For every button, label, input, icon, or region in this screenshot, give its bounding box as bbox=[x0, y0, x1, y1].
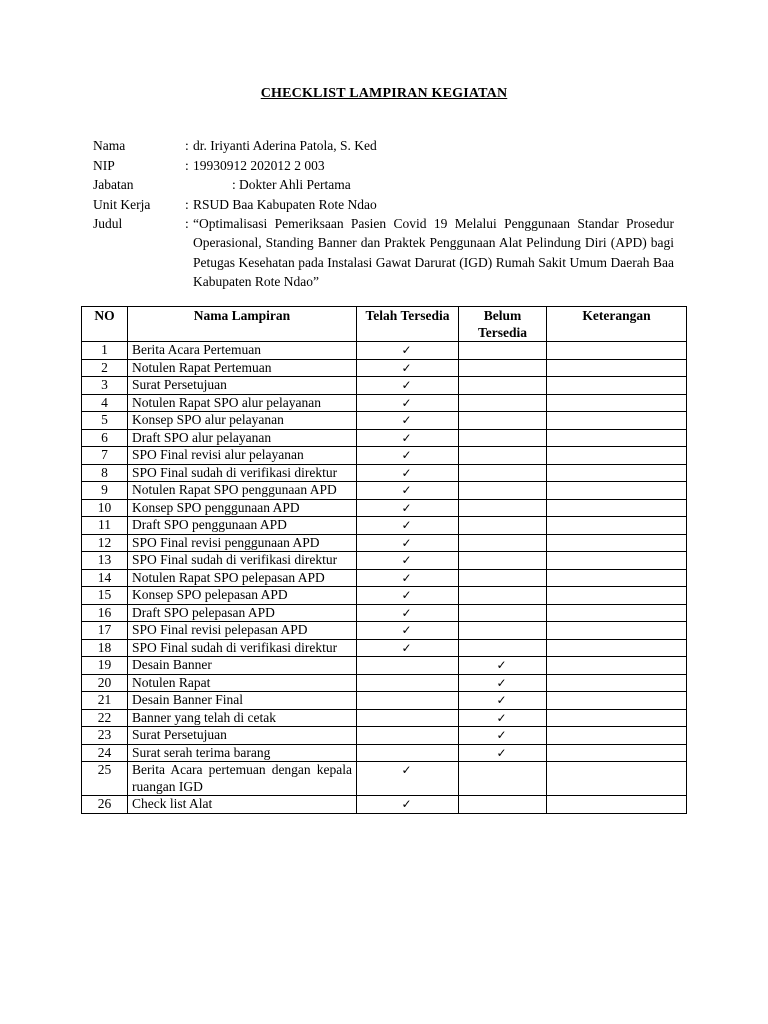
row-name: SPO Final revisi penggunaan APD bbox=[128, 534, 357, 552]
table-row bbox=[82, 464, 687, 482]
cell-telah-tersedia bbox=[357, 482, 459, 500]
cell-belum-tersedia bbox=[459, 639, 547, 657]
table-row bbox=[82, 587, 687, 605]
row-number: 20 bbox=[82, 674, 128, 692]
row-name: Notulen Rapat bbox=[128, 674, 357, 692]
document-title: CHECKLIST LAMPIRAN KEGIATAN bbox=[260, 86, 508, 101]
row-name: Banner yang telah di cetak bbox=[128, 709, 357, 727]
cell-keterangan bbox=[547, 394, 687, 412]
row-number: 4 bbox=[82, 394, 128, 412]
table-row bbox=[82, 534, 687, 552]
cell-belum-tersedia bbox=[459, 587, 547, 605]
cell-telah-tersedia bbox=[357, 429, 459, 447]
row-number: 19 bbox=[82, 657, 128, 675]
table-row bbox=[82, 359, 687, 377]
check-mark-icon: ✓ bbox=[401, 535, 412, 550]
table-row bbox=[82, 639, 687, 657]
row-number: 11 bbox=[82, 517, 128, 535]
info-row-nama bbox=[93, 136, 677, 156]
row-number: 18 bbox=[82, 639, 128, 657]
cell-belum-tersedia bbox=[459, 604, 547, 622]
cell-telah-tersedia bbox=[357, 762, 459, 796]
row-name: Notulen Rapat SPO alur pelayanan bbox=[128, 394, 357, 412]
cell-keterangan bbox=[547, 377, 687, 395]
cell-belum-tersedia bbox=[459, 429, 547, 447]
cell-telah-tersedia bbox=[357, 394, 459, 412]
cell-telah-tersedia bbox=[357, 622, 459, 640]
table-row bbox=[82, 394, 687, 412]
info-colon: : bbox=[185, 216, 189, 231]
cell-telah-tersedia bbox=[357, 744, 459, 762]
cell-belum-tersedia bbox=[459, 534, 547, 552]
row-number: 17 bbox=[82, 622, 128, 640]
cell-keterangan bbox=[547, 692, 687, 710]
row-number: 14 bbox=[82, 569, 128, 587]
row-number: 9 bbox=[82, 482, 128, 500]
check-mark-icon: ✓ bbox=[401, 483, 412, 497]
cell-belum-tersedia bbox=[459, 412, 547, 430]
check-mark-icon: ✓ bbox=[496, 693, 507, 707]
row-name: Desain Banner bbox=[128, 657, 357, 675]
cell-keterangan bbox=[547, 499, 687, 517]
cell-keterangan bbox=[547, 517, 687, 535]
info-label: Jabatan bbox=[93, 177, 134, 192]
table-row bbox=[82, 622, 687, 640]
row-name: Konsep SPO penggunaan APD bbox=[128, 499, 357, 517]
table-row bbox=[82, 412, 687, 430]
cell-keterangan bbox=[547, 447, 687, 465]
header-belum-tersedia: Belum Tersedia bbox=[459, 307, 547, 342]
cell-keterangan bbox=[547, 639, 687, 657]
table-row bbox=[82, 796, 687, 814]
cell-keterangan bbox=[547, 709, 687, 727]
cell-telah-tersedia bbox=[357, 796, 459, 814]
cell-keterangan bbox=[547, 604, 687, 622]
row-number: 3 bbox=[82, 377, 128, 395]
check-mark-icon: ✓ bbox=[401, 518, 412, 532]
cell-telah-tersedia bbox=[357, 342, 459, 360]
info-label: NIP bbox=[93, 157, 115, 173]
cell-belum-tersedia bbox=[459, 342, 547, 360]
cell-keterangan bbox=[547, 762, 687, 796]
row-number: 10 bbox=[82, 499, 128, 517]
check-mark-icon: ✓ bbox=[496, 675, 507, 690]
table-row bbox=[82, 342, 687, 360]
row-name: Berita Acara Pertemuan bbox=[128, 342, 357, 360]
check-mark-icon: ✓ bbox=[401, 343, 412, 357]
check-mark-icon: ✓ bbox=[401, 763, 412, 777]
table-row bbox=[82, 727, 687, 745]
cell-keterangan bbox=[547, 429, 687, 447]
row-name: SPO Final sudah di verifikasi direktur bbox=[128, 552, 357, 570]
check-mark-icon: ✓ bbox=[401, 570, 412, 585]
row-name: Surat Persetujuan bbox=[128, 727, 357, 745]
check-mark-icon: ✓ bbox=[401, 623, 412, 637]
row-number: 7 bbox=[82, 447, 128, 465]
cell-telah-tersedia bbox=[357, 359, 459, 377]
row-name: Check list Alat bbox=[128, 796, 357, 814]
info-colon: : bbox=[185, 157, 189, 173]
cell-belum-tersedia bbox=[459, 447, 547, 465]
check-mark-icon: ✓ bbox=[496, 745, 507, 760]
cell-belum-tersedia bbox=[459, 727, 547, 745]
row-name: Desain Banner Final bbox=[128, 692, 357, 710]
info-row-nip bbox=[93, 156, 677, 176]
cell-keterangan bbox=[547, 482, 687, 500]
cell-telah-tersedia bbox=[357, 534, 459, 552]
cell-telah-tersedia bbox=[357, 569, 459, 587]
info-value-judul: “Optimalisasi Pemeriksaan Pasien Covid 19 Melalui Penggunaan Standar Prosedur Operasional, Standing Banner dan Praktek Penggunaan Alat Pelindung Diri (APD) bagi Petugas Kesehatan pada Instalasi Gawat Darurat (IGD) Rumah Sakit Umum Daerah Baa Kabupaten Rote Ndao” bbox=[193, 216, 674, 289]
cell-belum-tersedia bbox=[459, 394, 547, 412]
row-number: 1 bbox=[82, 342, 128, 360]
info-label: Judul bbox=[93, 216, 123, 231]
check-mark-icon: ✓ bbox=[401, 553, 412, 567]
table-row bbox=[82, 744, 687, 762]
cell-telah-tersedia bbox=[357, 447, 459, 465]
cell-belum-tersedia bbox=[459, 569, 547, 587]
info-label: Nama bbox=[93, 138, 126, 153]
row-number: 6 bbox=[82, 429, 128, 447]
cell-telah-tersedia bbox=[357, 674, 459, 692]
cell-telah-tersedia bbox=[357, 587, 459, 605]
cell-keterangan bbox=[547, 587, 687, 605]
cell-telah-tersedia bbox=[357, 552, 459, 570]
table-row bbox=[82, 552, 687, 570]
header-no: NO bbox=[82, 307, 128, 342]
row-name: Konsep SPO alur pelayanan bbox=[128, 412, 357, 430]
row-number: 2 bbox=[82, 359, 128, 377]
cell-keterangan bbox=[547, 657, 687, 675]
info-colon: : bbox=[185, 196, 189, 212]
check-mark-icon: ✓ bbox=[401, 395, 412, 410]
cell-telah-tersedia bbox=[357, 499, 459, 517]
row-name: Notulen Rapat SPO pelepasan APD bbox=[128, 569, 357, 587]
cell-telah-tersedia bbox=[357, 639, 459, 657]
checklist-body bbox=[82, 342, 687, 814]
row-number: 5 bbox=[82, 412, 128, 430]
table-row bbox=[82, 482, 687, 500]
cell-belum-tersedia bbox=[459, 552, 547, 570]
row-number: 23 bbox=[82, 727, 128, 745]
cell-telah-tersedia bbox=[357, 727, 459, 745]
check-mark-icon: ✓ bbox=[496, 710, 507, 725]
row-name: SPO Final revisi alur pelayanan bbox=[128, 447, 357, 465]
table-row bbox=[82, 517, 687, 535]
check-mark-icon: ✓ bbox=[496, 728, 507, 742]
check-mark-icon: ✓ bbox=[401, 378, 412, 392]
table-row bbox=[82, 377, 687, 395]
cell-keterangan bbox=[547, 342, 687, 360]
info-label: Unit Kerja bbox=[93, 196, 151, 212]
cell-telah-tersedia bbox=[357, 657, 459, 675]
row-number: 24 bbox=[82, 744, 128, 762]
check-mark-icon: ✓ bbox=[401, 465, 412, 480]
header-nama-lampiran: Nama Lampiran bbox=[128, 307, 357, 342]
table-row bbox=[82, 692, 687, 710]
check-mark-icon: ✓ bbox=[401, 448, 412, 462]
info-value-nip: 19930912 202012 2 003 bbox=[193, 157, 325, 173]
cell-belum-tersedia bbox=[459, 482, 547, 500]
cell-telah-tersedia bbox=[357, 692, 459, 710]
header-keterangan: Keterangan bbox=[547, 307, 687, 342]
check-mark-icon: ✓ bbox=[401, 588, 412, 602]
row-name: Surat Persetujuan bbox=[128, 377, 357, 395]
check-mark-icon: ✓ bbox=[401, 500, 412, 515]
cell-telah-tersedia bbox=[357, 412, 459, 430]
row-number: 25 bbox=[82, 762, 128, 796]
cell-belum-tersedia bbox=[459, 359, 547, 377]
cell-belum-tersedia bbox=[459, 709, 547, 727]
table-row bbox=[82, 569, 687, 587]
cell-keterangan bbox=[547, 412, 687, 430]
row-number: 8 bbox=[82, 464, 128, 482]
table-row bbox=[82, 499, 687, 517]
cell-keterangan bbox=[547, 727, 687, 745]
cell-belum-tersedia bbox=[459, 464, 547, 482]
cell-keterangan bbox=[547, 569, 687, 587]
info-value-nama: dr. Iriyanti Aderina Patola, S. Ked bbox=[193, 138, 377, 153]
row-name: SPO Final revisi pelepasan APD bbox=[128, 622, 357, 640]
check-mark-icon: ✓ bbox=[401, 360, 412, 375]
table-row bbox=[82, 674, 687, 692]
row-name: Draft SPO pelepasan APD bbox=[128, 604, 357, 622]
cell-belum-tersedia bbox=[459, 692, 547, 710]
info-value-unit-kerja: RSUD Baa Kabupaten Rote Ndao bbox=[193, 196, 377, 212]
cell-telah-tersedia bbox=[357, 604, 459, 622]
info-block bbox=[93, 136, 677, 291]
cell-keterangan bbox=[547, 796, 687, 814]
cell-belum-tersedia bbox=[459, 762, 547, 796]
row-number: 16 bbox=[82, 604, 128, 622]
table-row bbox=[82, 709, 687, 727]
info-row-jabatan bbox=[93, 175, 677, 195]
cell-belum-tersedia bbox=[459, 657, 547, 675]
cell-telah-tersedia bbox=[357, 377, 459, 395]
table-row bbox=[82, 604, 687, 622]
cell-keterangan bbox=[547, 622, 687, 640]
row-name: Notulen Rapat Pertemuan bbox=[128, 359, 357, 377]
cell-belum-tersedia bbox=[459, 377, 547, 395]
cell-belum-tersedia bbox=[459, 517, 547, 535]
cell-keterangan bbox=[547, 552, 687, 570]
cell-belum-tersedia bbox=[459, 796, 547, 814]
cell-keterangan bbox=[547, 744, 687, 762]
row-number: 21 bbox=[82, 692, 128, 710]
check-mark-icon: ✓ bbox=[401, 797, 412, 811]
cell-telah-tersedia bbox=[357, 517, 459, 535]
check-mark-icon: ✓ bbox=[401, 640, 412, 655]
cell-belum-tersedia bbox=[459, 674, 547, 692]
table-header-row bbox=[82, 307, 687, 342]
cell-keterangan bbox=[547, 464, 687, 482]
cell-keterangan bbox=[547, 674, 687, 692]
row-number: 26 bbox=[82, 796, 128, 814]
table-row bbox=[82, 762, 687, 796]
row-number: 22 bbox=[82, 709, 128, 727]
cell-telah-tersedia bbox=[357, 709, 459, 727]
cell-belum-tersedia bbox=[459, 499, 547, 517]
cell-keterangan bbox=[547, 359, 687, 377]
cell-telah-tersedia bbox=[357, 464, 459, 482]
row-name: Berita Acara pertemuan dengan kepala ruangan IGD bbox=[128, 762, 357, 796]
checklist-table bbox=[81, 306, 687, 814]
row-number: 15 bbox=[82, 587, 128, 605]
info-value-jabatan: Dokter Ahli Pertama bbox=[239, 177, 351, 192]
row-name: Draft SPO penggunaan APD bbox=[128, 517, 357, 535]
cell-belum-tersedia bbox=[459, 744, 547, 762]
row-name: SPO Final sudah di verifikasi direktur bbox=[128, 639, 357, 657]
info-colon: : bbox=[232, 177, 236, 192]
check-mark-icon: ✓ bbox=[496, 658, 507, 672]
info-row-judul bbox=[93, 214, 677, 291]
info-row-unit-kerja bbox=[93, 195, 677, 215]
table-row bbox=[82, 657, 687, 675]
row-name: Notulen Rapat SPO penggunaan APD bbox=[128, 482, 357, 500]
check-mark-icon: ✓ bbox=[401, 413, 412, 427]
cell-keterangan bbox=[547, 534, 687, 552]
table-row bbox=[82, 447, 687, 465]
check-mark-icon: ✓ bbox=[401, 430, 412, 445]
info-colon: : bbox=[185, 138, 189, 153]
row-name: Konsep SPO pelepasan APD bbox=[128, 587, 357, 605]
check-mark-icon: ✓ bbox=[401, 605, 412, 620]
row-name: SPO Final sudah di verifikasi direktur bbox=[128, 464, 357, 482]
row-number: 13 bbox=[82, 552, 128, 570]
header-telah-tersedia: Telah Tersedia bbox=[357, 307, 459, 342]
row-name: Draft SPO alur pelayanan bbox=[128, 429, 357, 447]
table-row bbox=[82, 429, 687, 447]
row-number: 12 bbox=[82, 534, 128, 552]
row-name: Surat serah terima barang bbox=[128, 744, 357, 762]
cell-belum-tersedia bbox=[459, 622, 547, 640]
